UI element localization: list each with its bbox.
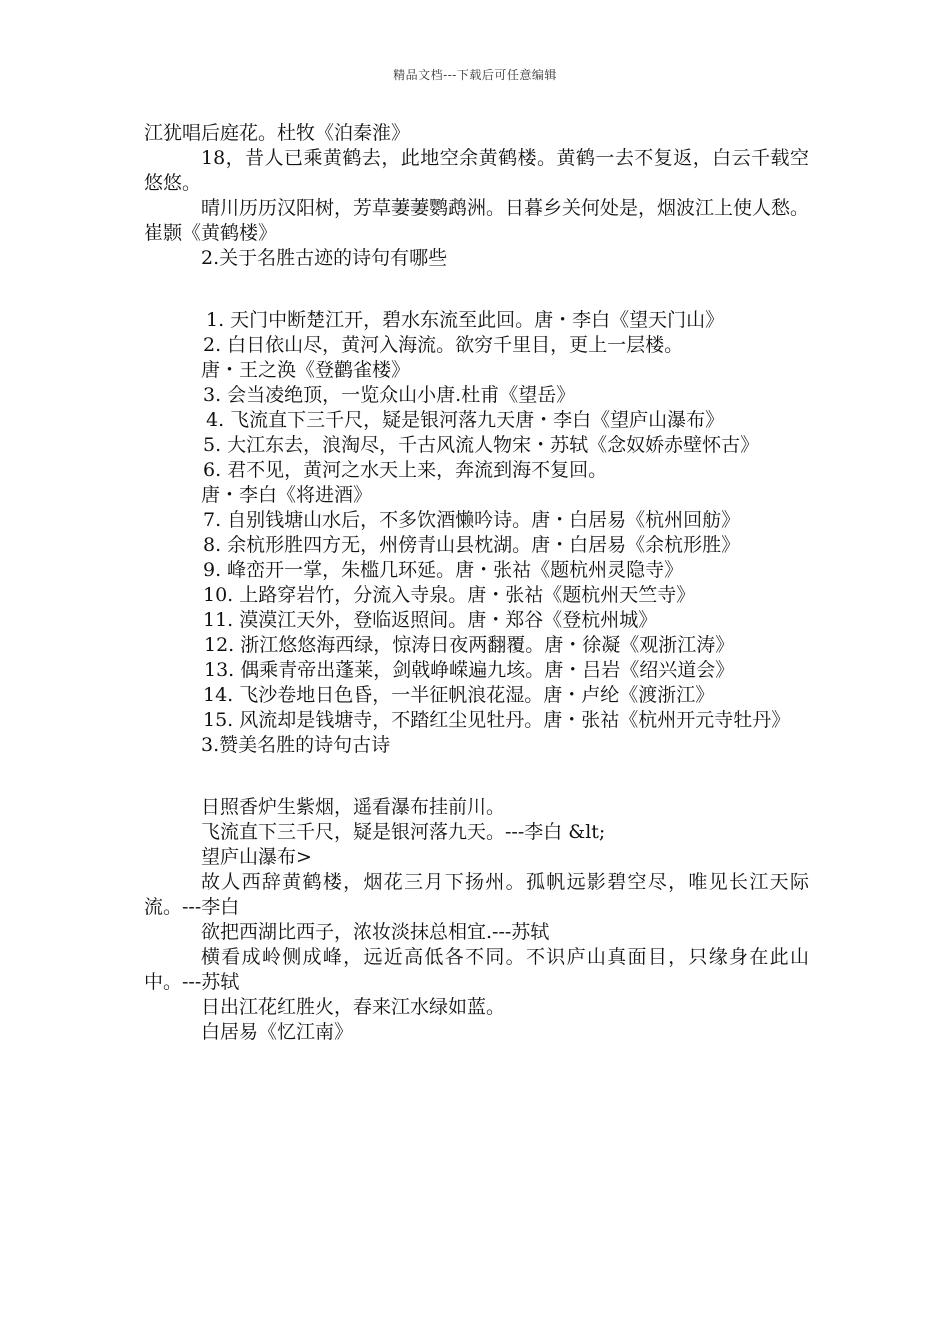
poem-line: 日出江花红胜火，春来江水绿如蓝。 <box>201 996 506 1018</box>
text-paragraph: 晴川历历汉阳树，芳草萋萋鹦鹉洲。日暮乡关何处是，烟波江上使人愁。崔颢《黄鹤楼》 <box>144 197 810 244</box>
poem-line: 日照香炉生紫烟，遥看瀑布挂前川。 <box>201 796 506 818</box>
poem-line: 白居易《忆江南》 <box>201 1021 354 1043</box>
list-item: 3. 会当凌绝顶，一览众山小唐.杜甫《望岳》 <box>203 384 576 406</box>
list-item: 10. 上路穿岩竹，分流入寺泉。唐・张祜《题杭州天竺寺》 <box>203 584 696 606</box>
list-item: 11. 漠漠江天外，登临返照间。唐・郑谷《登杭州城》 <box>203 609 658 631</box>
list-item: 4. 飞流直下三千尺，疑是银河落九天唐・李白《望庐山瀑布》 <box>206 409 725 431</box>
spacer <box>144 758 809 783</box>
poem-line: 欲把西湖比西子，浓妆淡抹总相宜.---苏轼 <box>201 921 550 943</box>
document-body <box>144 121 809 1045</box>
list-item: 9. 峰峦开一掌，朱槛几环延。唐・张祜《题杭州灵隐寺》 <box>203 559 684 581</box>
list-item: 15. 风流却是钱塘寺，不踏红尘见牡丹。唐・张祜《杭州开元寺牡丹》 <box>203 709 791 731</box>
list-item: 14. 飞沙卷地日色昏，一半征帆浪花湿。唐・卢纶《渡浙江》 <box>203 684 715 706</box>
spacer <box>144 271 809 296</box>
list-item: 12. 浙江悠悠海西绿，惊涛日夜两翻覆。唐・徐凝《观浙江涛》 <box>204 634 735 656</box>
list-item-attribution: 唐・李白《将进酒》 <box>201 484 373 506</box>
poem-line: 飞流直下三千尺，疑是银河落九天。---李白 &lt; <box>201 821 606 843</box>
page-header: 精品文档---下载后可任意编辑 <box>393 68 557 82</box>
section-heading: 3.赞美名胜的诗句古诗 <box>201 734 391 756</box>
text-line: 江犹唱后庭花。杜牧《泊秦淮》 <box>144 122 411 144</box>
list-item: 5. 大江东去，浪淘尽，千古风流人物宋・苏轼《念奴娇赤壁怀古》 <box>203 434 760 456</box>
spacer <box>144 296 809 308</box>
list-item: 7. 自别钱塘山水后，不多饮酒懒吟诗。唐・白居易《杭州回舫》 <box>203 509 741 531</box>
list-item: 13. 偶乘青帝出蓬莱，剑戟峥嵘遍九垓。唐・吕岩《绍兴道会》 <box>204 659 735 681</box>
text-paragraph: 18，昔人已乘黄鹤去，此地空余黄鹤楼。黄鹤一去不复返，白云千载空悠悠。 <box>144 147 809 194</box>
list-item: 2. 白日依山尽，黄河入海流。欲穷千里目，更上一层楼。 <box>203 334 684 356</box>
list-item-attribution: 唐・王之涣《登鹳雀楼》 <box>201 359 411 381</box>
poem-line: 望庐山瀑布> <box>201 846 312 868</box>
list-item: 1. 天门中断楚江开，碧水东流至此回。唐・李白《望天门山》 <box>206 309 725 331</box>
spacer <box>144 783 809 795</box>
section-heading: 2.关于名胜古迹的诗句有哪些 <box>201 247 448 269</box>
list-item: 8. 余杭形胜四方无，州傍青山县枕湖。唐・白居易《余杭形胜》 <box>203 534 741 556</box>
poem-line: 横看成岭侧成峰，远近高低各不同。不识庐山真面目，只缘身在此山中。---苏轼 <box>144 946 809 993</box>
list-item: 6. 君不见，黄河之水天上来，奔流到海不复回。 <box>203 459 608 481</box>
poem-line: 故人西辞黄鹤楼，烟花三月下扬州。孤帆远影碧空尽，唯见长江天际流。---李白 <box>144 871 809 918</box>
